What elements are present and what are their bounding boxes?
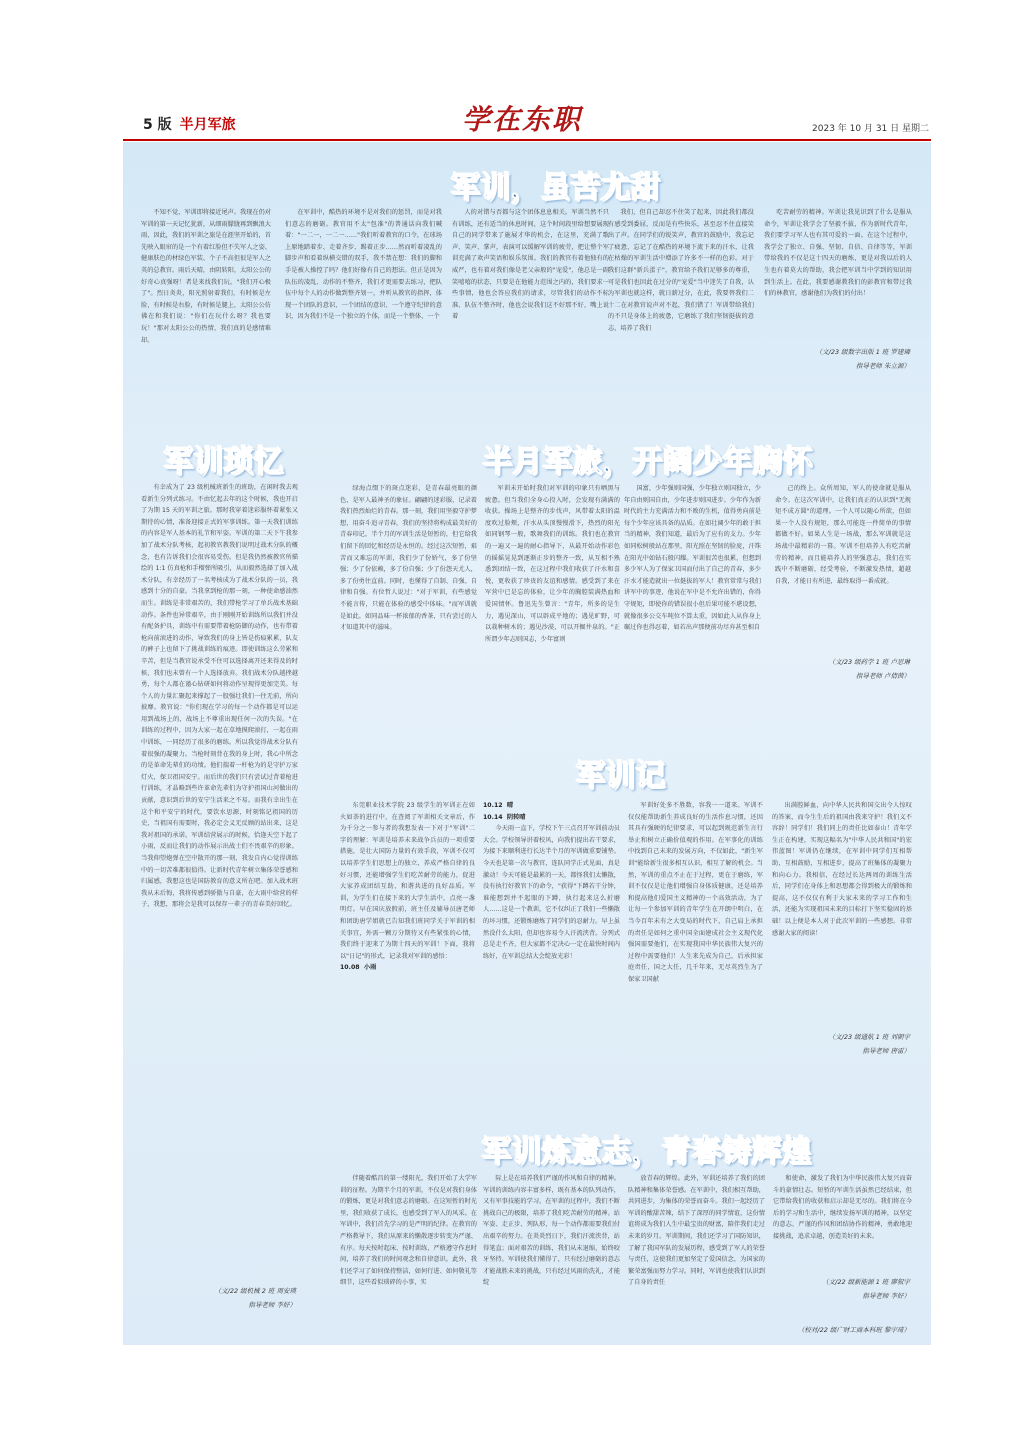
diary-entry-1: 10.08 小雨 xyxy=(340,964,377,972)
article5-col4: 和使命，激发了我们为中华民族伟大复兴而奋斗的豪情壮志。短暂的军训生活虽然已经结束，但它带给我们的收获和启示却是无尽的。我们将在今后的学习和生活中，继续发扬军训的精神，以坚定的意志，严谨的作风和团结协作的精神，勇敢地迎接挑战，追求卓越，创造美好的未来。 xyxy=(773,1175,912,1240)
page-number: 5 版 半月军旅 xyxy=(143,117,236,133)
article3-col1: 绿海点缀下的斑点迷彩，是青春最亮眼的颜色，是军人最神圣的象征。翩翩的迷彩服，记录着我们热烈灿烂的青春。那一刻，我们用坚毅守护梦想，用奋斗追寻青春，我们的坚持将构成最美好的青春印记。半个月的军训生活是短暂的，但它给我们留下的回忆和经历是永恒的。经过这次短暂，艰苦而又难忘的军训，我们少了份娇气，多了份坚强；少了份依赖，多了份自强；少了份怨天尤人，多了份勇往直前。同时，也懂得了自制、自强、自律和自强。有位哲人说过："对于军训，有些感觉不能言传，只能在体验的感受中体味。"而军训就是如此。如同品味一杯浓郁的香茶，只有尝过的人才知道其中的滋味。 xyxy=(340,485,477,632)
issue-date: 2023 年 10 月 31 日 星期二 xyxy=(812,124,929,134)
article4-col3: 军训好处多不胜数，容我一一道来。军训不仅仅能帮助新生养成良好的生活作息习惯，还因其具有强硬的纪律要求，可以起到规范新生言行举止和树立正确价值观的作用。在军事化的训练中找到自己未来的发展方向，不仅如此，"新生军训"能给新生很多相互认识，相互了解的机会。当然，军训的重点不止在于过程，更在于磨练，军训不仅仅是让他们增强自身体质健康，还是培养和提高他们爱国主义精神的一个高效活动，为了让每一个参加军训的青年学生在开朗中明白，在当今百年未有之大变局的时代下，自己肩上承担的责任是如何之重中国全面建成社会主义现代化强国需要他们，在实现我国中华民族伟大复兴的过程中需要他们！人生来先成为自己，后承担家庭责任，国之大任，几千年来，无尽英烈生为了保家卫国献 xyxy=(628,802,763,983)
article1-col2: 在军训中，酷热的环境不是对我们的惩罚，而是对我们意志的磨砺。教官用不太"包准"的普通话向我们喊着："一二一，一二一……"我们听着教官的口令，在球场上原地踏着步、走着齐步、踢着正步……然而听着凌乱的脚步声和看着纵横交错的双手，我不禁在想：我们的脚和手是被人操控了吗？他们好像有自己的想法。但正是因为队伍的凌乱、动作的不整齐，我们才更需要去练习，把队伍中每个人的动作做到整齐划一，并听从教官的指挥，体现一个团队的意识、一个团结的意识、一个遵守纪律的意识，因为我们不是一个独立的个体，而是一个整体，一个 xyxy=(285,209,442,321)
article3-signature: （文/23 级药学 1 班 卢思琳 指导老师 卢倩茵） xyxy=(828,658,910,680)
article1-signature: （文/23 级数字出版 1 班 罗建璘 指导老师 朱立源） xyxy=(815,348,910,370)
article1-col3: 人的对错与否都与这个团体息息相关。军训当然不只有训练，还有适当的休息时间，这个时间段里给想要展现自己的同学带来了施展才华的机会，在这里，充满了歌声、笑声、掌声，表演可以缓解军训的疲劳，把让整个军训充满了欢声笑语和娱乐氛围。我们的教官有着他独有的威严，也有着对我们像是老父亲般的"宠爱"，他总是一副笑嘻嘻的状态，只要是在他能力范围之内的，我们要求一些事情，他也会答应我们的请求，尽管我们的动作不标准、队伍不整齐时，他也会说我们这不好那不好，嘴上说着 xyxy=(452,209,609,321)
proofreader-credit: （校对/22 级广财工商本科班 黎宇琦） xyxy=(797,1326,910,1334)
article4-col1: 东莞职业技术学院 23 级学生的军训正在如火如荼的进行中，在查阅了军训相关文章后，作为千分之一参与者的我想发表一下对于"军训"二字的理解：军训是培养未来战争兵员的一项重要措施，是壮大国防力量的有效手段，军训不仅可以培养学生们思想上的独立，养成严格自律的良好习惯，还能增强学生们吃苦耐劳的能力，促进大家养成团结互助、和谐共进的良好品质。军训，为学生们在接下来的大学生活中，点亮一盏明灯。早在国庆放假前，班主任及辅导员唐老师和团助唐学姐就已告知我们班同学关于军训的相关事宜，外需一颗万分期待又有些紧张的心情，我们终于迎来了为期十四天的军训！下面，我将以"日记"的形式，记录我对军训的感悟： 10.08 小雨 xyxy=(340,800,475,1030)
diary-entry-3: 10.14 阴转晴 xyxy=(483,813,526,821)
article4-signature: （文/23 级通航 1 班 刘朝宇 指导老师 唐雷） xyxy=(828,1033,910,1055)
article2-title: 军训琐忆 xyxy=(163,444,283,479)
article3-col2: 军训未开始时我们对军训的印象只有晒黑与疲惫。但当我们全身心投入时，会发现有满满的收获。操场上是整齐的步伐声，风带着太阳的温度吹过脸颊，汗水从头顶慢慢滑下，热烈的阳光如同钢琴一般，歌舞我们的训练。我们也在教官的一遍又一遍的耐心指导下，从最开始动作彩色的摇摇晃晃到逐渐正步的整齐一致，从互相不熟悉到团结一致，在这过程中我们收获了汗水和喜悦，更收获了珍贵的友谊和感情。感受到了来在军营中已是忘的体验，让少年的胸腔装满热血和爱国情怀。鲁迅先生曾言："青年，所多的是生力，遇见深山，可以辟成平地的；遇见旷野，可以栽种树木的；遇见沙漠，可以开掘井泉的。"正所谓少年志则国志，少年富则 xyxy=(485,485,620,643)
article3-title: 半月军旅，开阔少年胸怀 xyxy=(482,444,812,479)
article2-body: 有幸成为了 23 级机械班新生的班助，在闲时我去观看新生分列式练习。不由忆起去年的这个时候，我也开启了为期 15 天的军训之旅。那时我穿着迷彩服怀着紧张又期待的心情，准备迎接正式的军事训练。第一天我们训练的内容是军人基本的礼节和军姿。军训的第二天下午我参加了战术分队考核，起初教官教我们说明过战术分队的概念，也有告诉我们会很容易受伤。但是我仍然被教官所描绘的 1:1 仿真枪和手榴弹所吸引，从而毅然选择了加入战术分队，有幸经历了一名考核成为了战术分队的一员，我感到十分的自豪。当我拿到枪的那一刻，一种使命感油然而生。训练是非常艰苦的，我们带枪学习了单兵战术基础动作。条件也异常艰辛，由于刚刚开始训练所以我们并没有配备护具，训练中有需要带着枪防御的动作，也有带着枪向前滚进的动作，导致我们的身上皆是伤痕累累，队友的裤子上也留下了挑战训练的痕迹。即使训练这么劳累和辛苦，但是当教官说承受不住可以选择离开还来得及的时候，我们也未曾有一个人选择放弃。我们战术分队越挫越勇，每个人都在谨心钻研如何将动作呈现得更加完美。每个人的力量汇聚起来撑起了一股强壮我们一往无前，所向披靡。教官说："你们现在学习的每一个动作都是可以运用到战场上的，战场上不尊重出现任何一次的失误。"在训练的过程中，因为大家一起在草地摸爬滚打，一起在雨中训练，一同经历了很多的磨练。所以我觉得战术分队有着很强的凝聚力。当枪时刻背在我的身上时，我心中所念的是革命先辈们的功绩。他们揣着一杆枪为的是守护万家灯火，保卫祖国安宁。而后世的我们只有尝试过背着枪进行训练，才晶略到些许革命先辈们为守护祖国山河做出的贡献，意识到后世的安宁生活来之不易。而我有幸出生在这个和平安宁的时代，要饮水思源，时刻铭记祖国的历史，当祖国有需要时，我必定会义无反顾的站出来，这是我对祖国的承诺。军训结营展示的时候，恰逢天空下起了小雨，反而让我们的动作展示出战士们不畏艰辛的形象。当我仰望炮弹在空中散开的那一刻，我发自内心觉得训练中的一切苦难都很值得。让新时代青年树立集体荣誉感和归属感，我想这也是国防教育的意义所在吧。加入战术班我从未后悔，我将传感到骄傲与自豪，在大雨中给营的样子，我想，那将会是我可以保存一辈子的青春美好回忆。 xyxy=(141,484,298,909)
section-name: 半月军旅 xyxy=(179,117,236,133)
article1-col4: 我们，但自己却忍不住笑了起来，因此我们都没有感受到委屈，反而是有些快乐，甚至忍不住直接笑出了声。在同学们的锐笑声，教官的鼓励中，我忘记了疲惫，忘记了在酷热的环境下流下来的汗水，让我在枯燥的军训生活中增添了许多不一样的色彩。对于我们这群"新兵蛋子"，教官给予我们足够多的尊重，可是我们也因此在过分的"宠爱"当中迷失了自我，认为军训也就这样，就日薪过分，在此，我要替我们二十二在对教官说声对不起，我们错了！军训带给我们的不只是身体上的疲惫，它磨练了我们坚韧挺拔的意志，培养了我们 xyxy=(608,209,754,332)
article3-col4: 己的终上。众所周知，军人的使命就是服从命令。在这次军训中，让我们真正的认识到"无规矩不成方圆"的道理。一个人可以随心所欲，但如果一个人没有规矩，那么可能连一件简单的事情都做不好。如果人生是一场战，那么军训就是这场战中最精彩的一幕。军训不但培养人有吃苦耐劳的精神，而且能培养人的坚强意志，我们在实践中不断磨砺，经受考验，不断激发热情，超越自我，才能日有所进，最终取得一番成就。 xyxy=(775,485,911,585)
article5-title: 军训炼意志，青春铸辉煌 xyxy=(481,1134,811,1169)
article3-col3: 国富，少年强则国强，少年独立则国独立，少年自由则国自由，少年进步则国进步。少年作为新时代的主力充满活力和不败的生机，值得勇向前是每个少年应该具备的品质。在如壮阔少年的敢于担当的精神，我们知道，最后为了应有的支力。少年如同松树般站在那里，阳光照在坚韧的脸庞，汗珠在阳光中如钻石般闪耀。军训很苦也很累，但想到多少军人为了保家卫国而付出了自己的青春，多少汗水才能造就出一位挺拔的军人！教官常常与我们讲军中的事迹，他说在军中是不允许出错的，你得守规矩，即使你的错误很小但后果可能不堪设想，就像很多公交车吨位不算太重，因如此人从你身上碾过你也得忍着，如若出声那便前功尽弃甚至相自 xyxy=(624,485,761,632)
article5-col3: 放青春的辉煌。此外，军训还培养了我们的团队精神和集体荣誉感。在军训中，我们相互帮助，共同进步，为集体的荣誉而奋斗。我们一起经历了军训的酸甜苦辣，结下了深厚的同学情谊，这份情谊将成为我们人生中最宝贵的财富，陪伴我们走过未来的岁月。军训期间，我们还学习了国防知识，了解了我国军队的发展历程，感受到了军人的荣誉与责任，这使我们更加坚定了爱国信念，为国家的繁荣富强而努力学习。同时，军训也使我们认识到了自身的责任 xyxy=(628,1175,765,1287)
article5-col1: 伴随着酷昌的第一缕阳光，我们开始了大学军训的征程。为期半个月的军训，不仅是对我们身体的锻炼，更是对我们意志的磨砺。在这短暂的时光里，我们收获了成长，也感受到了军人的风采。在军训中，我们首先学习的是严明的纪律。在教官的严格教导下，我们从原来的懒散逐步转变为严谨、有序。每天按时起床、按时训练，严格遵守作息时间，培养了我们的时间观念和自律意识。此外，我们还学习了如何保持整洁，如何行进、如何敬礼等细节，这些看似琐碎的小事，实 xyxy=(340,1175,477,1287)
article4-col4: 出满腔鲜血，向中华人民共和国交出令人惊叹的答案，而今生生后的祖国由我来守护！我们义不容辞！同学们！我们同上的责任比如泰山！青年学生正在构建，实现这幅名为"中华人民共和国"的宏伟蓝图！军训仍在继续，在军训中同学们互相帮助，互相鼓励，互相进步，提高了班集体的凝聚力和向心力。我相信，在经过长达两周的训练生活后，同学们在身体上和思想都会得到极大的锻炼和提高，这不仅仅有利于大家未来的学习工作和生活，还能为实现祖国未来的目标打下坚实稳固的基础！以上便是本人对于此次军训的一些感想。非常感谢大家的阅读！ xyxy=(772,802,912,937)
article1-title: 军训，虽苦尤甜 xyxy=(450,170,660,205)
article5-col2: 际上是在培养我们严谨的作风和自律的精神。军训的训练内容丰富多样，既有基本的队列动作，又有军事技能的学习。在军训的过程中，我们不断挑战自己的极限，培养了我们吃苦耐劳的精神。站军姿、走正步、列队形，每一个动作都需要我们付出艰辛的努力。在炎炎烈日下，我们汗流浃背，站得笔直；面对艰苦的训练，我们从未退缩，始终咬牙坚持。军训使我们懂得了，只有经过磨砺的意志才能战胜未来的挑战，只有经过风雨的洗礼，才能绽 xyxy=(483,1175,620,1287)
article4-title: 军训记 xyxy=(575,758,665,793)
article2-signature: （文/22 级机械 2 班 周安瑛 指导老师 李好） xyxy=(214,1287,296,1309)
diary-entry-2: 10.12 晴 xyxy=(483,802,514,809)
masthead-logo: 学在东职 xyxy=(462,103,583,136)
page-header xyxy=(0,0,1024,150)
article5-signature: （文/22 级新能源 1 班 廖叙宇 指导老师 李好） xyxy=(822,1278,910,1300)
article1-col5: 吃苦耐劳的精神。军训让我见识到了什么是服从命令，军训让我学会了坚毅不拔，作为新时代青年，我们要学习军人也有其可爱的一面。在这个过程中，我学会了独立、自强、坚韧、自信、自律等等，军训带给我的不仅是这十四天的磨炼，更是对我以后的人生也有着莫大的帮助，我会把军训当中学到的知识用到生活上。在此，我要感谢教我们的彭教官和带过我们的林教官，感谢他们为我们的付出！ xyxy=(764,209,912,298)
article1-col1: 不知不觉，军训即将接近尾声。我现在仍对军训的第一天记忆犹新，从细雨朦胧再到飘浪大雨，因此，我们的军训之旅是在涯坚开始的，首先映入眼帘的是一个有着红脸但不失军人之姿、健康肤色的材绿色军装、个子不高但很是军人之英的总教官。雨后天晴，由阴转阳，太阳公公的好奇心真强呀！者是来找我们玩。"我们开心极了"。烈日炎炎，阳光照射着我们，有时候是左脸，有时候是右脸，有时候是腿上，太阳公公仿佛在和我们说："你们在玩什么呀？我也要玩！"那对太阳公公的热情，我们真的是感情难却。 xyxy=(141,209,271,344)
article4-col2: 10.12 晴 10.14 阴转晴 今天雨一直下，学校下午三点召开军训前动员大会。学校领导讲着校风，向我们提出若干要求，为接下来顺利进行长达半个月的军训做重要铺垫。今天也是第一次与教官，连队同学正式见面，真是激动！今天可能是最累的一天，都怪我们太懒散，没有执行好教官下的命令，"获得"下蹲若干分钟，谁能想到并不起眼的下蹲，执行起来这么折磨人……这是一个教训，它不仅纠正了我们一些懒散的坏习惯，还锻炼磨炼了同学们的忍耐力。早上虽然没什么太阳，但却也容易令人汗流浃背。分列式总是走不齐，但大家都不定决心一定在最快时间内练好，在军训总结大会绽放光彩！ xyxy=(483,802,620,960)
header-rule xyxy=(123,139,931,141)
